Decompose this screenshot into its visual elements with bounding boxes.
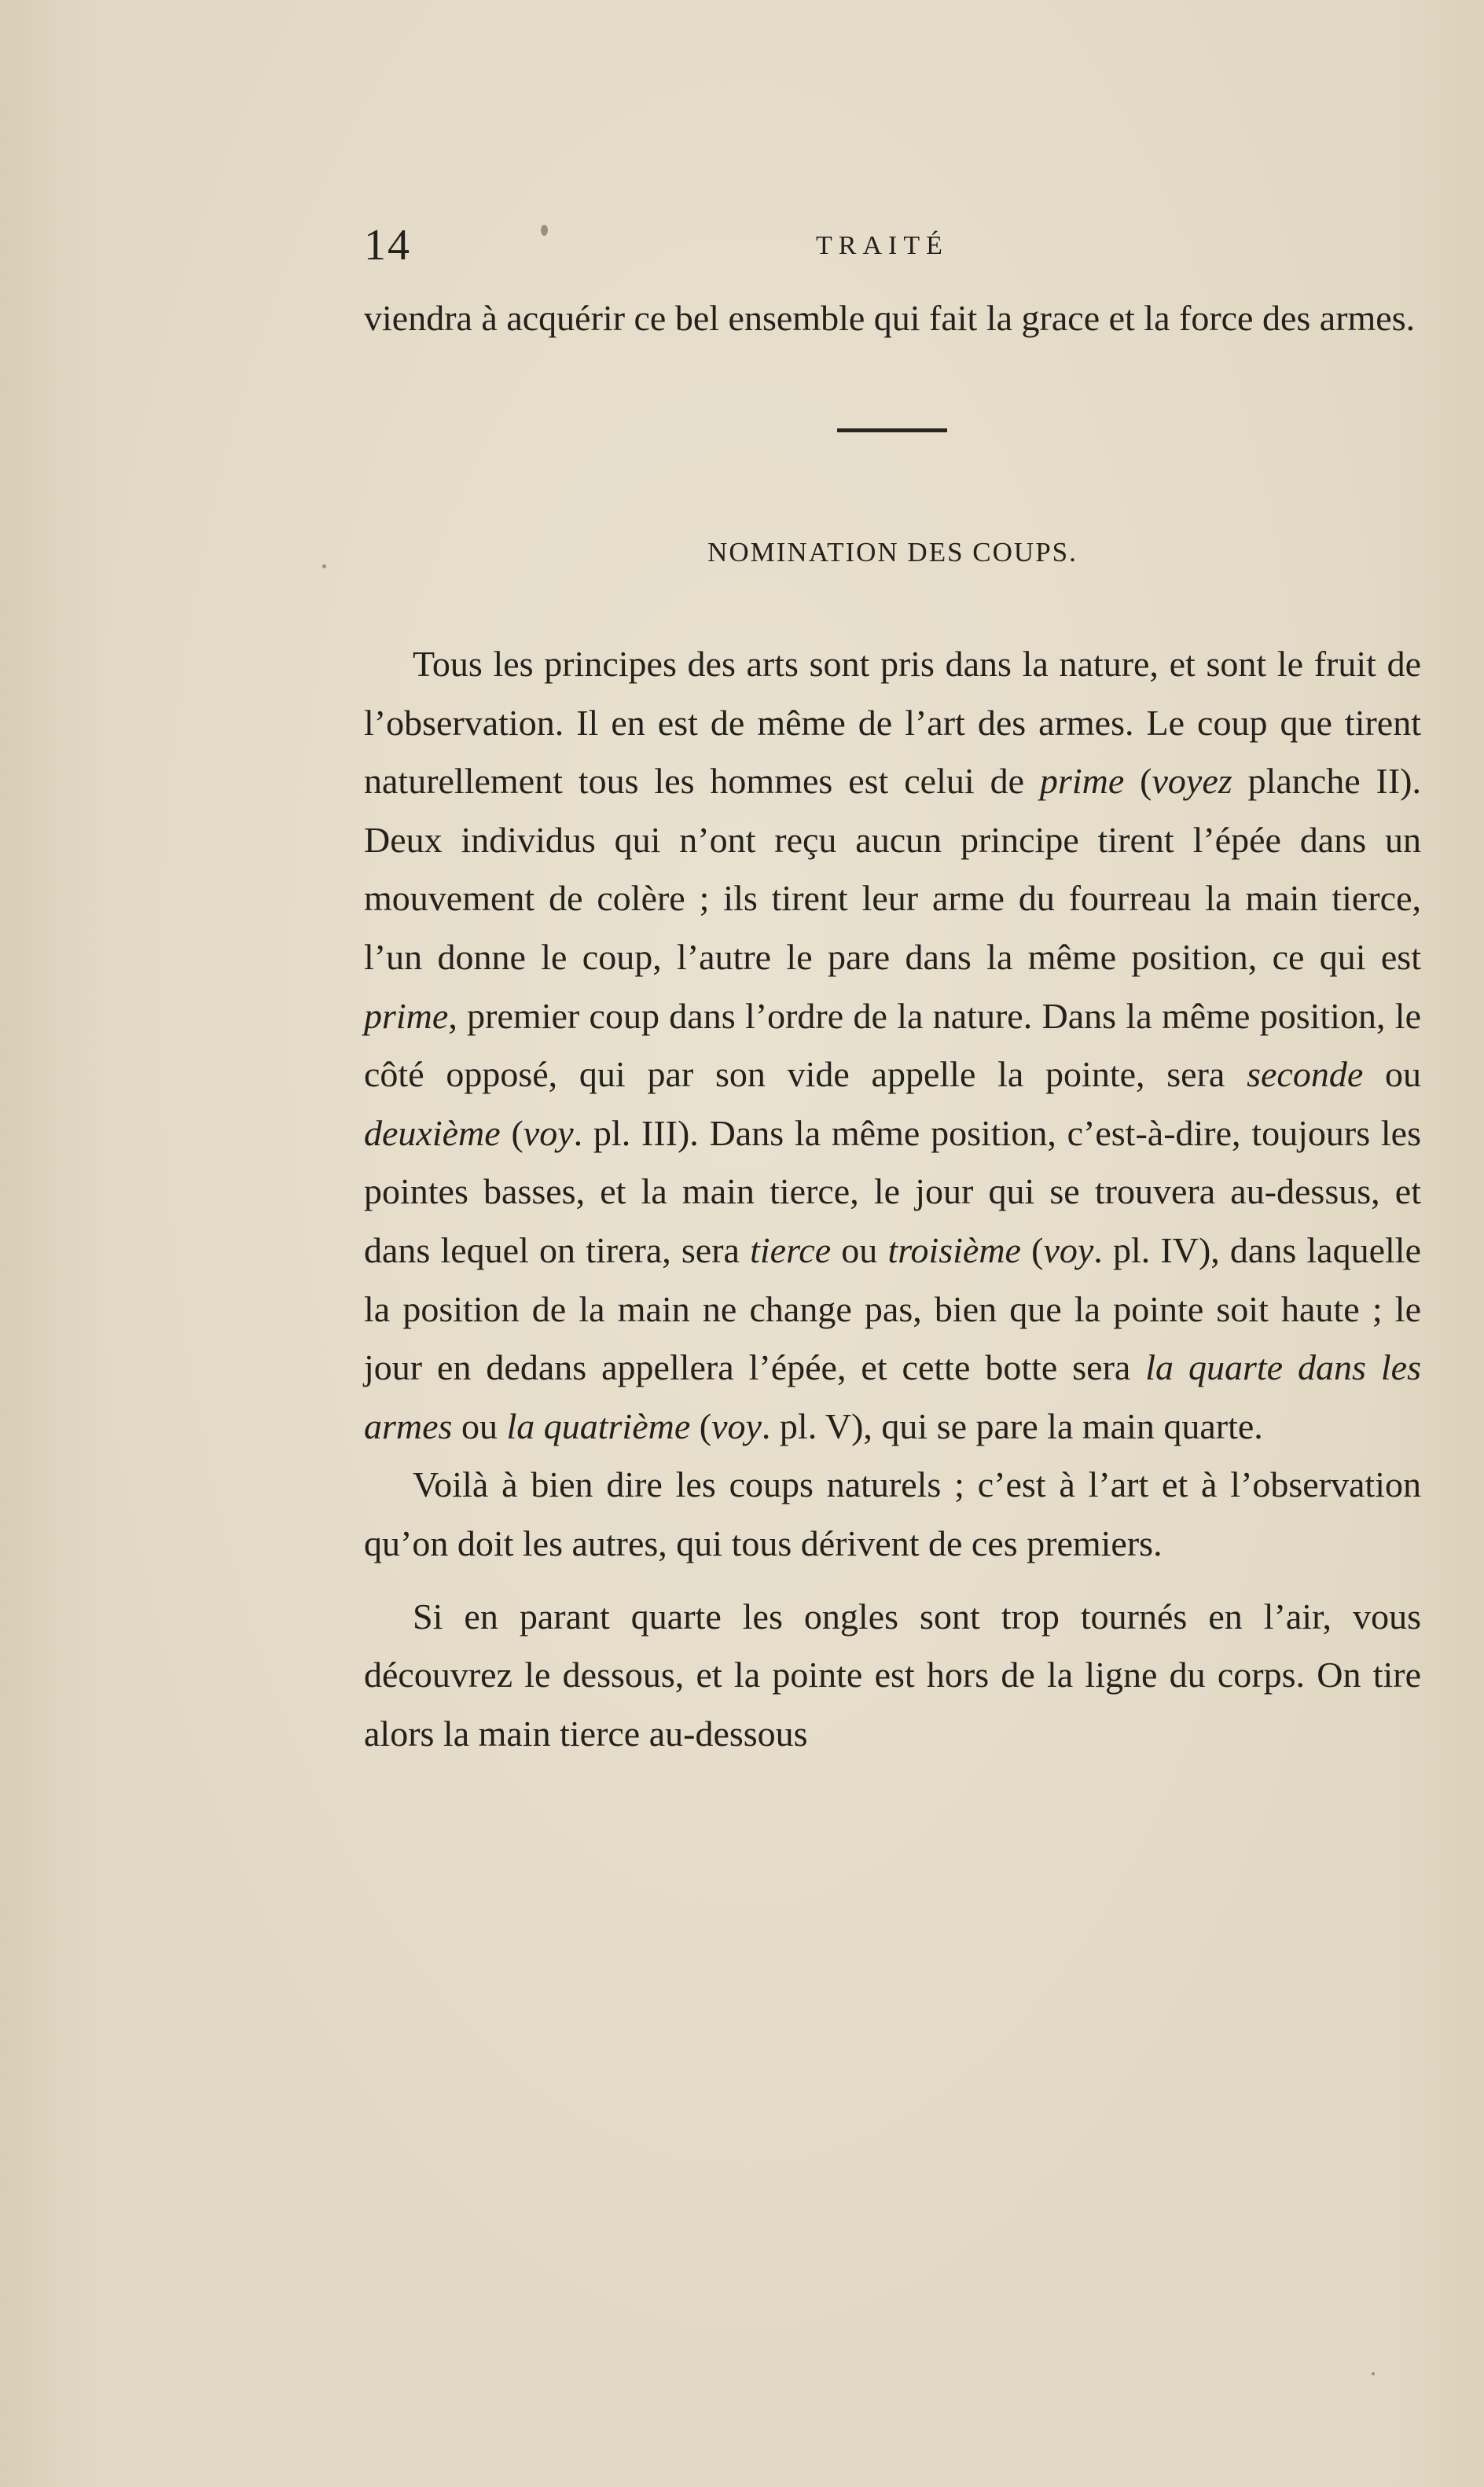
section-divider-rule [837,428,947,432]
continuation-paragraph: viendra à acquérir ce bel ensemble qui fait la grace et la force des armes. [364,298,1416,338]
page-number: 14 [364,221,411,270]
running-head: TRAITÉ [816,231,949,260]
continuation-text [364,289,1421,348]
paragraph-3: Si en parant quarte les ongles sont trop tournés en l’air, vous découvrez le dessous, et la pointe est hors de la ligne du corps. On tire alors la main tierce au-dessous [364,1596,1421,1754]
paragraph-1: Tous les principes des arts sont pris dans la nature, et sont le fruit de l’observation. Il en est de même de l’art des armes. Le coup que tirent naturellement tous les hommes est celui de prime (voyez planche II). Deux individus qui n’ont reçu aucun principe tirent l’épée dans un mouvement de colère ; ils tirent leur arme du fourreau la main tierce, l’un donne le coup, l’autre le pare dans la même position, ce qui est prime, premier coup dans l’ordre de la nature. Dans la même position, le côté opposé, qui par son vide appelle la pointe, sera seconde ou deuxième (voy. pl. III). Dans la même position, c’est-à-dire, toujours les pointes basses, et la main tierce, le jour qui se trouvera au-dessus, et dans lequel on tirera, sera tierce ou troisième (voy. pl. IV), dans laquelle la position de la main ne change pas, bien que la pointe soit haute ; le jour en dedans appellera l’épée, et cette botte sera la quarte dans les armes ou la quatrième (voy. pl. V), qui se pare la main quarte. [364,644,1422,1446]
paragraph-2: Voilà à bien dire les coups naturels ; c’est à l’art et à l’observation qu’on doit les autres, qui tous dérivent de ces premiers. [364,1464,1421,1563]
page-header [364,221,1425,270]
ink-speck [1372,2372,1375,2375]
ink-speck [322,564,326,568]
main-text [364,635,1421,1763]
section-title: NOMINATION DES COUPS. [707,537,1078,568]
